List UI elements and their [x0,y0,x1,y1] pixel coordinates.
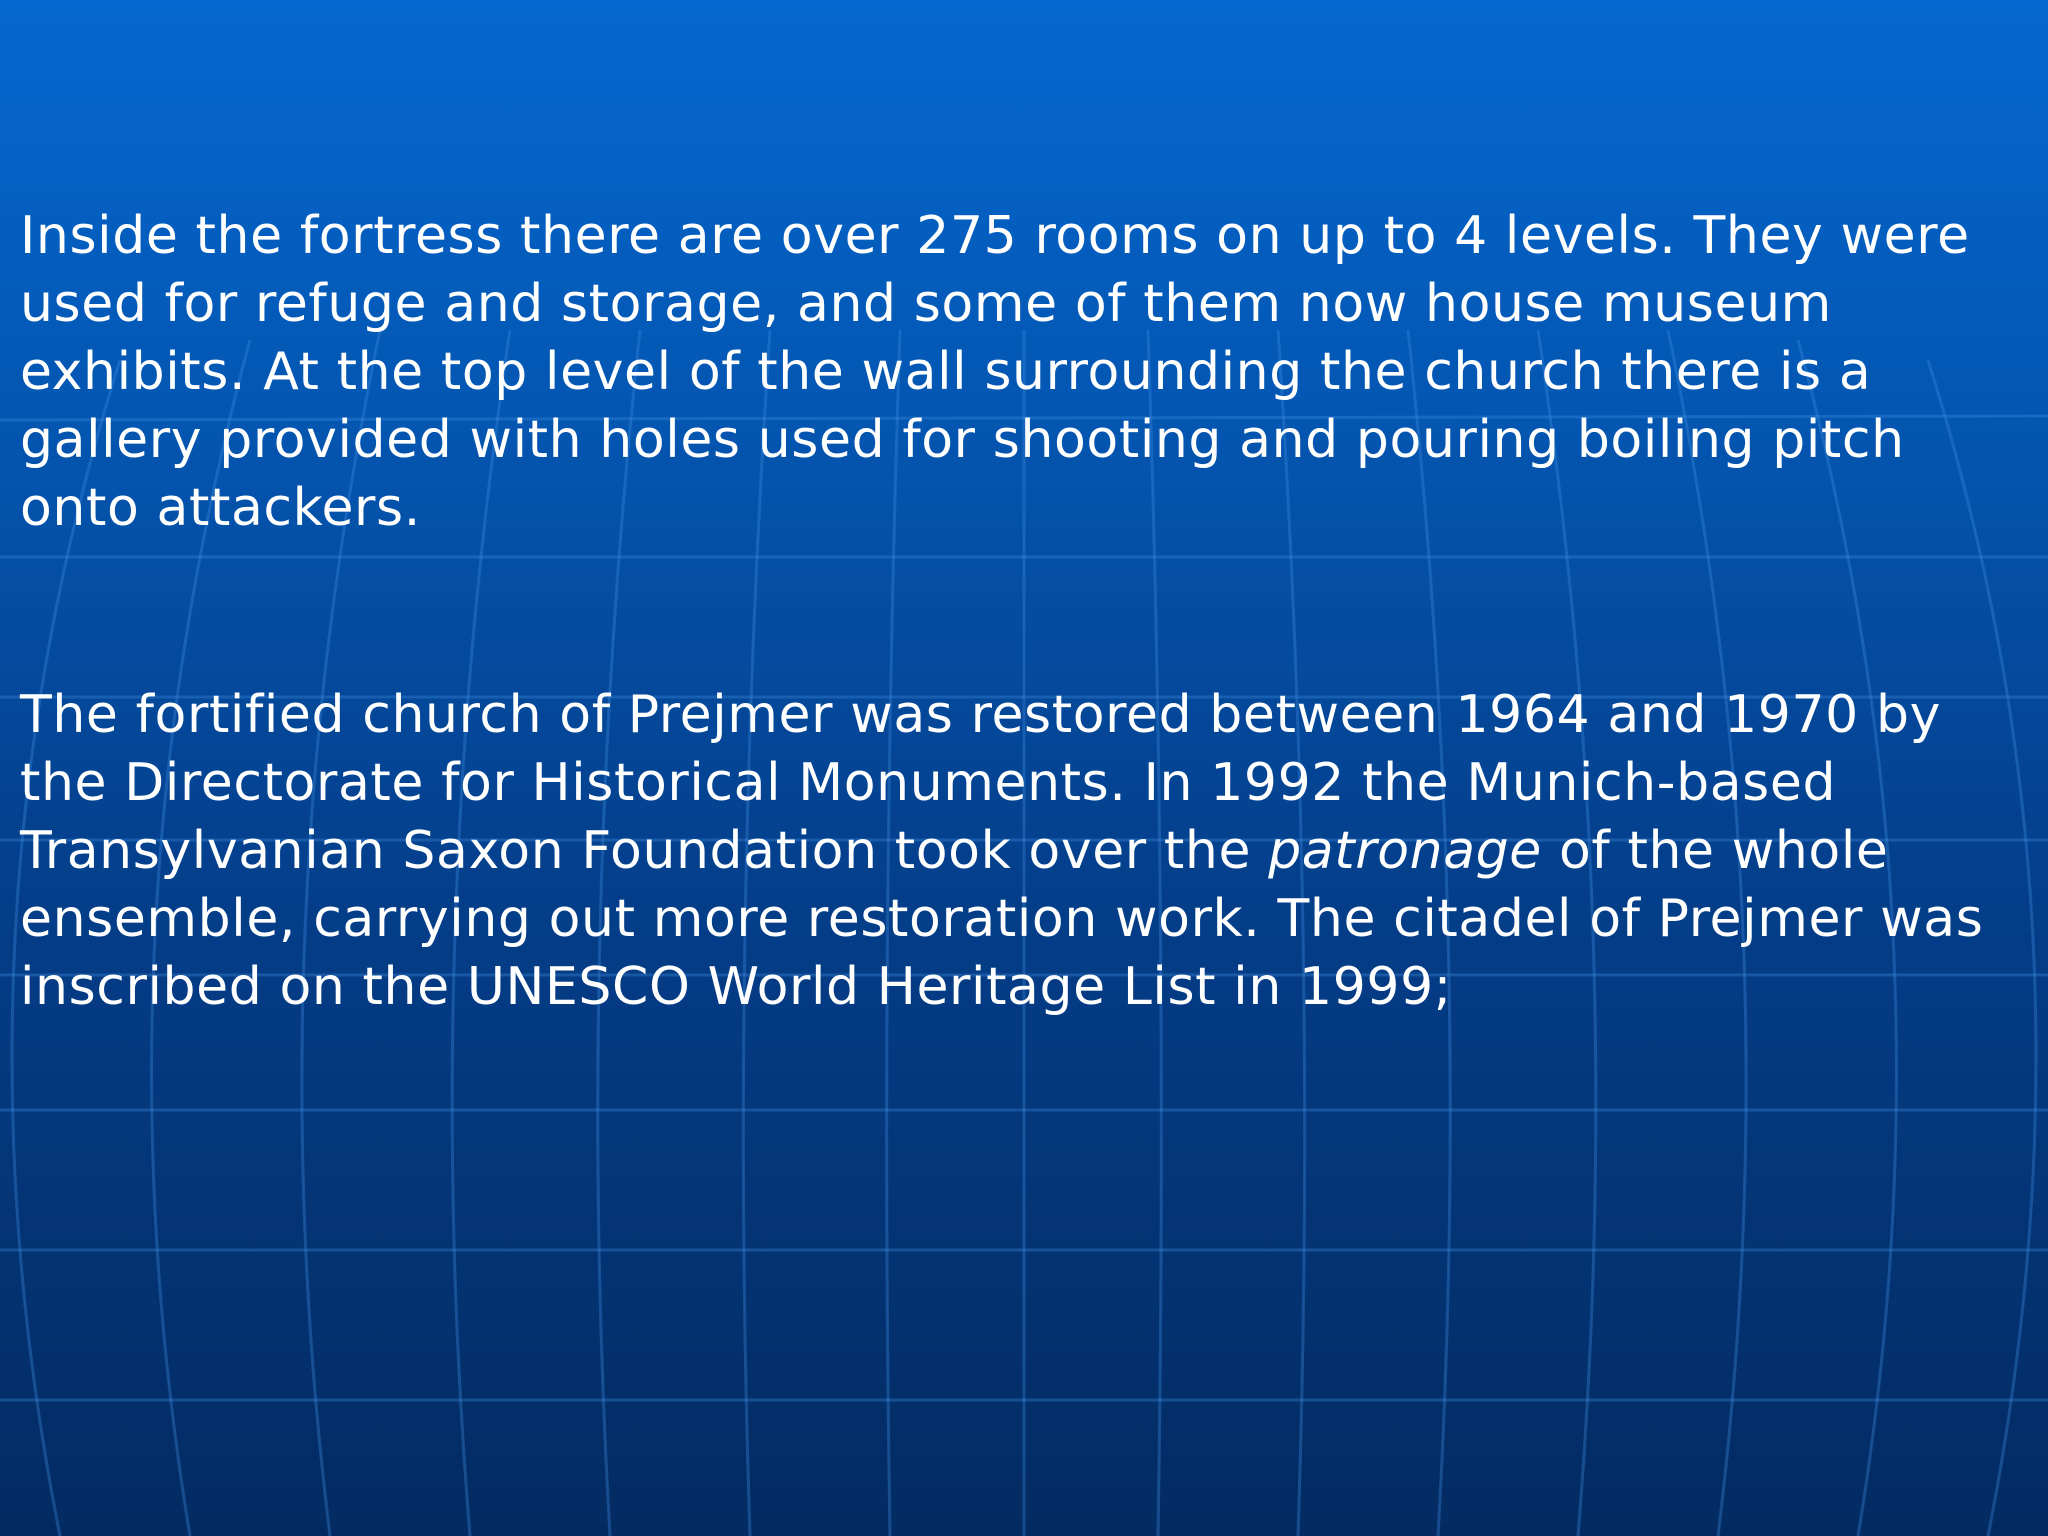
paragraph-restoration-text-start: The fortified church of Prejmer was restored between 1964 and 1970 by the Directorate for Historical Monuments. In 1992 the Munich-based Transylvanian Saxon Foundation took over the [20,685,1941,881]
paragraph-restoration-text-end: of the whole ensemble, carrying out more restoration work. The citadel of Prejmer was inscribed on the UNESCO World Heritage List in 1999; [20,821,1984,1017]
paragraph-restoration-history [20,681,2030,1021]
paragraph-fortress-rooms: Inside the fortress there are over 275 rooms on up to 4 levels. They were used for refuge and storage, and some of them now house museum exhibits. At the top level of the wall surrounding the church there is a gallery provided with holes used for shooting and pouring boiling pitch onto attackers. [20,206,1970,538]
patronage-italic-word: patronage [1268,821,1542,881]
